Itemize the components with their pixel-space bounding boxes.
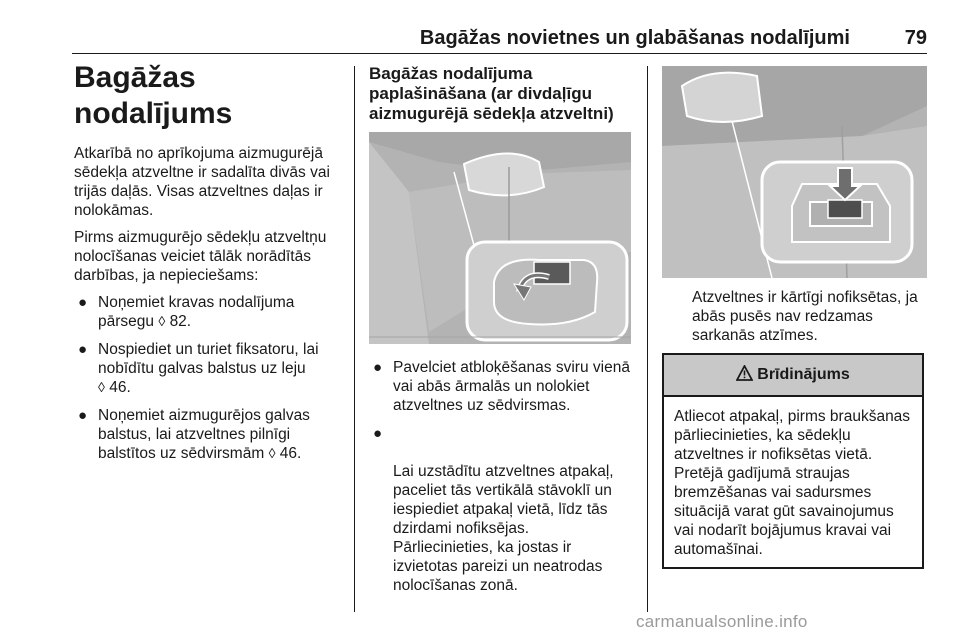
list-item-text: Nospiediet un turiet fiksatoru, lai nobīdītu galvas balstus uz leju: [98, 341, 319, 377]
list-item-text: Noņemiet aizmugurējos galvas balstus, lai atzveltnes pilnīgi balstītos uz sēdvirsmām: [98, 407, 310, 462]
section-heading: Bagāžas nodalījums: [74, 61, 233, 130]
list-item-text: Noņemiet kravas nodalījuma pārsegu: [98, 294, 295, 330]
column-3: [662, 60, 927, 569]
page-number: 79: [904, 27, 927, 49]
seat-lock-indicator-drawing: [662, 66, 927, 278]
list-item: [74, 406, 346, 463]
seat-release-lever-illustration: [369, 132, 631, 344]
warning-title: Brīdinājums: [757, 366, 850, 383]
fold-instructions-list: [369, 358, 637, 595]
bullet-icon: ●: [78, 294, 88, 311]
bullet-icon: ●: [373, 359, 383, 376]
warning-triangle-icon: [736, 365, 753, 386]
page-reference-icon[interactable]: ◊: [158, 313, 166, 329]
column-divider-1: [354, 66, 355, 612]
list-item: [74, 293, 346, 331]
watermark: carmanualsonline.info: [636, 612, 808, 631]
seat-lock-indicator-illustration: [662, 66, 927, 278]
bullet-icon: ●: [78, 407, 88, 424]
list-item: [369, 358, 637, 415]
column-1: [74, 60, 346, 472]
page-header-title: Bagāžas novietnes un glabāšanas nodalījumi: [419, 27, 850, 49]
column-2: [369, 60, 637, 604]
page-reference-icon[interactable]: ◊: [98, 379, 105, 395]
list-item-text: Lai uzstādītu atzveltnes atpakaļ, paceliet tās vertikālā stāvoklī un iespiediet atpakaļ vietā, līdz tās dzirdami nofiksējas. Pārliecinieties, ka jostas ir izvietotas pareizi un neatrodas nolocīšanas zonā.: [393, 463, 614, 594]
warning-box: [662, 353, 924, 569]
list-item: [74, 340, 346, 397]
preparation-paragraph: Pirms aizmugurējo sēdekļu atzveltņu nolocīšanas veiciet tālāk norādītās darbības, ja nepieciešams:: [74, 229, 327, 284]
intro-paragraph: Atkarībā no aprīkojuma aizmugurējā sēdekļa atzveltne ir sadalīta divās vai trijās daļās. Visas atzveltnes daļas ir nolokāmas.: [74, 145, 330, 219]
column-divider-2: [647, 66, 648, 612]
warning-text: Atliecot atpakaļ, pirms braukšanas pārliecinieties, ka sēdekļu atzveltnes ir nofiksētas vietā. Pretējā gadījumā straujas bremzēšanas vai sadursmes situācijā varat gūt savainojumus vai nodarīt bojājumus kravai vai automašīnai.: [674, 408, 911, 558]
header-divider: [72, 53, 927, 54]
page-reference-icon[interactable]: ◊: [268, 445, 276, 461]
page-header: [0, 0, 960, 52]
list-item: [369, 424, 637, 595]
page-reference[interactable]: 46.: [279, 445, 302, 462]
subsection-heading: Bagāžas nodalījuma paplašināšana (ar divdaļīgu aizmugurējā sēdekļa atzveltni): [369, 64, 614, 123]
illustration-caption: Atzveltnes ir kārtīgi nofiksētas, ja abās pusēs nav redzamas sarkanās atzīmes.: [692, 289, 918, 344]
page-reference[interactable]: 46.: [109, 379, 131, 396]
seat-release-lever-drawing: [369, 132, 631, 344]
list-item-text: Pavelciet atbloķēšanas sviru vienā vai abās ārmalās un nolokiet atzveltnes uz sēdvirsmas.: [393, 359, 630, 414]
preparation-list: [74, 293, 346, 463]
page-reference[interactable]: 82.: [169, 313, 192, 330]
bullet-icon: ●: [78, 341, 88, 358]
warning-header: [664, 355, 922, 397]
bullet-icon: ●: [373, 425, 383, 442]
warning-body: [664, 397, 922, 567]
